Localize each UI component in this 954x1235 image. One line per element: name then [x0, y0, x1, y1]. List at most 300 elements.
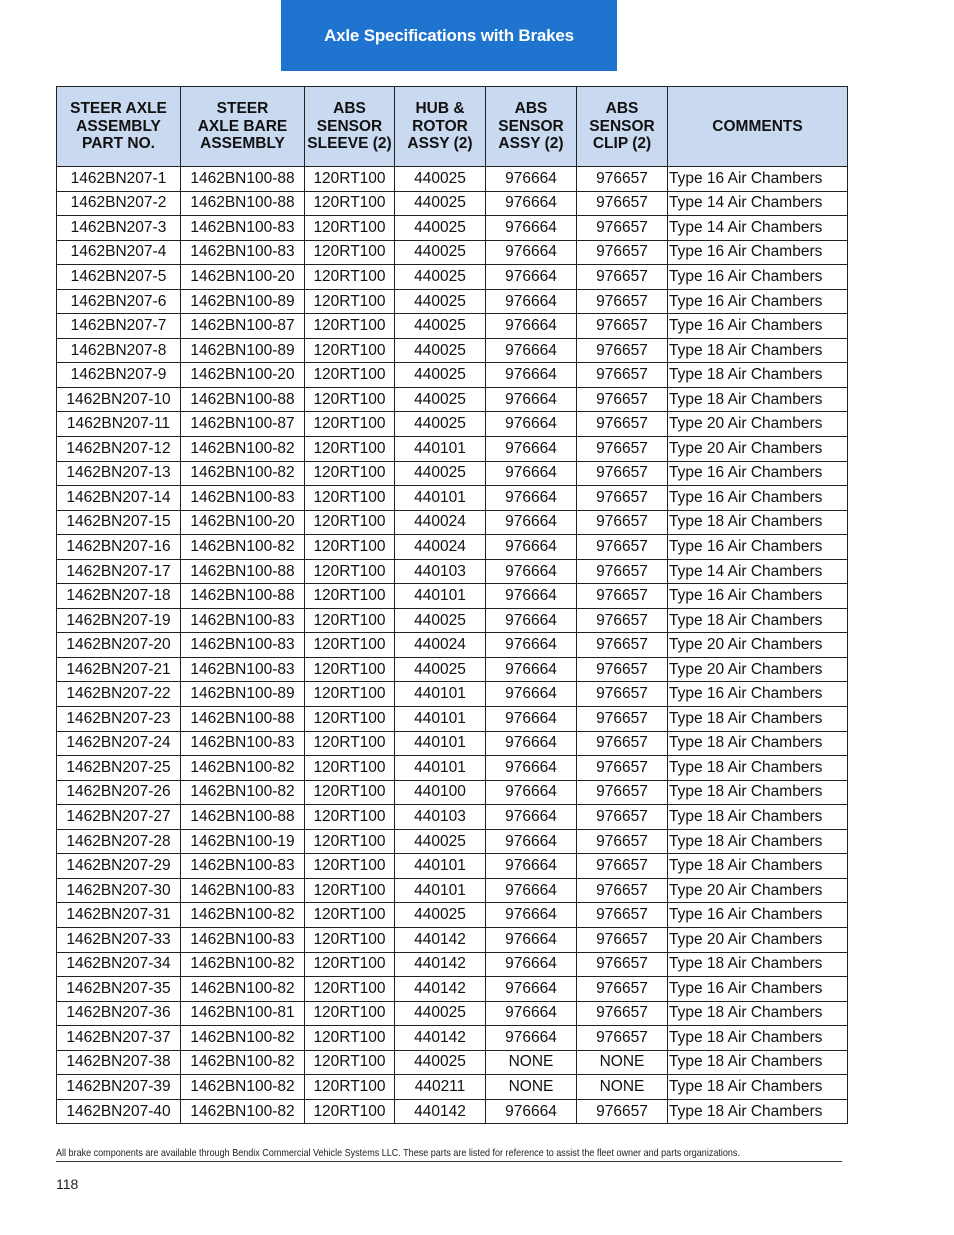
table-cell: 976657: [577, 977, 668, 1002]
table-cell: 1462BN207-21: [57, 657, 181, 682]
column-header-line: CLIP (2): [592, 135, 652, 153]
table-cell: 120RT100: [305, 535, 395, 560]
table-cell: 976664: [486, 977, 577, 1002]
column-header: [668, 87, 848, 167]
table-cell: Type 18 Air Chambers: [668, 731, 848, 756]
table-cell: 976657: [577, 216, 668, 241]
table-cell: 120RT100: [305, 1001, 395, 1026]
table-row: [57, 756, 848, 781]
table-cell: 1462BN207-30: [57, 878, 181, 903]
table-cell: 1462BN100-83: [181, 731, 305, 756]
column-header: [577, 87, 668, 167]
table-cell: 120RT100: [305, 486, 395, 511]
table-cell: 1462BN207-6: [57, 289, 181, 314]
table-cell: 976664: [486, 363, 577, 388]
table-row: [57, 780, 848, 805]
table-cell: 120RT100: [305, 780, 395, 805]
table-cell: 440142: [395, 977, 486, 1002]
table-cell: 1462BN100-82: [181, 1099, 305, 1124]
table-cell: 976657: [577, 780, 668, 805]
table-cell: 440025: [395, 903, 486, 928]
table-cell: 440025: [395, 412, 486, 437]
table-cell: Type 18 Air Chambers: [668, 707, 848, 732]
column-header-line: ABS: [514, 100, 548, 118]
table-cell: Type 18 Air Chambers: [668, 1050, 848, 1075]
table-cell: 1462BN100-82: [181, 977, 305, 1002]
table-cell: 1462BN207-29: [57, 854, 181, 879]
table-cell: 1462BN100-83: [181, 608, 305, 633]
table-cell: Type 16 Air Chambers: [668, 584, 848, 609]
table-cell: 120RT100: [305, 854, 395, 879]
table-cell: 1462BN207-31: [57, 903, 181, 928]
table-cell: 976657: [577, 878, 668, 903]
table-cell: 976657: [577, 437, 668, 462]
table-cell: 1462BN100-20: [181, 363, 305, 388]
table-cell: 120RT100: [305, 1099, 395, 1124]
table-cell: 1462BN100-87: [181, 412, 305, 437]
table-cell: 976664: [486, 1001, 577, 1026]
table-cell: 120RT100: [305, 878, 395, 903]
table-cell: 440025: [395, 289, 486, 314]
table-cell: 976657: [577, 927, 668, 952]
table-cell: 120RT100: [305, 584, 395, 609]
table-cell: 1462BN100-89: [181, 289, 305, 314]
table-cell: 120RT100: [305, 1050, 395, 1075]
table-cell: 1462BN207-23: [57, 707, 181, 732]
table-cell: 120RT100: [305, 289, 395, 314]
table-cell: 440103: [395, 805, 486, 830]
table-row: [57, 216, 848, 241]
table-cell: 440101: [395, 756, 486, 781]
table-cell: 120RT100: [305, 265, 395, 290]
column-header-line: PART NO.: [82, 135, 155, 153]
table-row: [57, 387, 848, 412]
table-cell: 440025: [395, 363, 486, 388]
table-cell: Type 18 Air Chambers: [668, 510, 848, 535]
footnote: All brake components are available through Bendix Commercial Vehicle Systems LLC. These parts are listed for reference to assist the fleet owner and parts organizations.: [56, 1147, 740, 1159]
table-cell: 120RT100: [305, 510, 395, 535]
table-row: [57, 314, 848, 339]
table-row: [57, 1026, 848, 1051]
table-cell: 120RT100: [305, 191, 395, 216]
table-cell: 1462BN100-88: [181, 387, 305, 412]
table-cell: 1462BN100-87: [181, 314, 305, 339]
table-cell: 976657: [577, 510, 668, 535]
column-header-line: ASSEMBLY: [200, 135, 285, 153]
table-cell: 976664: [486, 952, 577, 977]
table-cell: 120RT100: [305, 387, 395, 412]
table-cell: 976664: [486, 535, 577, 560]
table-cell: 440100: [395, 780, 486, 805]
column-header-line: ASSY (2): [498, 135, 564, 153]
table-cell: 120RT100: [305, 927, 395, 952]
table-cell: 976657: [577, 707, 668, 732]
table-cell: 120RT100: [305, 756, 395, 781]
section-title: Axle Specifications with Brakes: [324, 25, 574, 45]
table-cell: 440025: [395, 338, 486, 363]
table-cell: 976664: [486, 314, 577, 339]
table-cell: 1462BN100-83: [181, 878, 305, 903]
table-cell: 440142: [395, 952, 486, 977]
table-cell: 976664: [486, 387, 577, 412]
table-cell: 1462BN100-88: [181, 584, 305, 609]
table-cell: 440025: [395, 191, 486, 216]
table-cell: 976657: [577, 289, 668, 314]
table-cell: 1462BN100-83: [181, 854, 305, 879]
table-cell: 976664: [486, 559, 577, 584]
table-cell: 1462BN207-14: [57, 486, 181, 511]
table-cell: 976664: [486, 731, 577, 756]
table-cell: 120RT100: [305, 977, 395, 1002]
table-cell: 1462BN100-88: [181, 559, 305, 584]
table-cell: 976664: [486, 437, 577, 462]
table-cell: 440025: [395, 608, 486, 633]
table-cell: Type 18 Air Chambers: [668, 756, 848, 781]
table-cell: 120RT100: [305, 1026, 395, 1051]
table-cell: 1462BN207-3: [57, 216, 181, 241]
table-cell: 440025: [395, 240, 486, 265]
table-row: [57, 854, 848, 879]
table-cell: 976657: [577, 682, 668, 707]
table-cell: 1462BN207-33: [57, 927, 181, 952]
table-cell: 440024: [395, 510, 486, 535]
table-cell: 120RT100: [305, 461, 395, 486]
table-cell: 440024: [395, 633, 486, 658]
table-cell: 976664: [486, 829, 577, 854]
table-cell: 1462BN100-88: [181, 707, 305, 732]
table-row: [57, 535, 848, 560]
table-cell: 976664: [486, 756, 577, 781]
table-cell: 976657: [577, 240, 668, 265]
table-cell: Type 18 Air Chambers: [668, 338, 848, 363]
table-cell: Type 18 Air Chambers: [668, 952, 848, 977]
table-row: [57, 363, 848, 388]
column-header-line: ROTOR: [412, 117, 468, 135]
table-cell: 1462BN207-39: [57, 1075, 181, 1100]
table-cell: Type 18 Air Chambers: [668, 387, 848, 412]
table-cell: 976657: [577, 903, 668, 928]
table-cell: NONE: [577, 1050, 668, 1075]
table-cell: Type 16 Air Chambers: [668, 682, 848, 707]
table-cell: Type 18 Air Chambers: [668, 363, 848, 388]
table-cell: 1462BN207-5: [57, 265, 181, 290]
table-cell: 976664: [486, 682, 577, 707]
table-cell: 1462BN100-83: [181, 216, 305, 241]
table-cell: 1462BN100-83: [181, 240, 305, 265]
table-cell: 1462BN100-83: [181, 927, 305, 952]
table-cell: 976664: [486, 707, 577, 732]
column-header-line: HUB &: [415, 100, 465, 118]
table-cell: 120RT100: [305, 682, 395, 707]
table-row: [57, 461, 848, 486]
table-cell: 1462BN100-82: [181, 1050, 305, 1075]
table-cell: 1462BN100-82: [181, 461, 305, 486]
table-cell: 1462BN207-34: [57, 952, 181, 977]
table-cell: 120RT100: [305, 167, 395, 192]
table-cell: Type 18 Air Chambers: [668, 608, 848, 633]
table-row: [57, 240, 848, 265]
table-cell: 976657: [577, 952, 668, 977]
table-cell: 120RT100: [305, 608, 395, 633]
column-header-line: AXLE BARE: [197, 117, 288, 135]
table-cell: 120RT100: [305, 903, 395, 928]
table-row: [57, 559, 848, 584]
table-cell: 440142: [395, 1099, 486, 1124]
table-cell: Type 18 Air Chambers: [668, 780, 848, 805]
axle-spec-table: [56, 86, 848, 1124]
table-cell: Type 20 Air Chambers: [668, 437, 848, 462]
table-cell: 1462BN100-83: [181, 486, 305, 511]
table-cell: 1462BN100-88: [181, 191, 305, 216]
table-cell: 1462BN100-20: [181, 510, 305, 535]
table-cell: 120RT100: [305, 559, 395, 584]
table-row: [57, 977, 848, 1002]
table-cell: 1462BN100-82: [181, 1026, 305, 1051]
table-header: [57, 87, 848, 167]
table-cell: 976664: [486, 854, 577, 879]
table-cell: 440103: [395, 559, 486, 584]
table-row: [57, 633, 848, 658]
table-cell: 976664: [486, 461, 577, 486]
table-cell: 976657: [577, 559, 668, 584]
table-cell: NONE: [577, 1075, 668, 1100]
table-row: [57, 1050, 848, 1075]
table-cell: 976657: [577, 633, 668, 658]
table-row: [57, 1001, 848, 1026]
table-cell: 1462BN207-16: [57, 535, 181, 560]
table-cell: 440142: [395, 927, 486, 952]
table-cell: 1462BN207-25: [57, 756, 181, 781]
table-cell: 976664: [486, 927, 577, 952]
table-cell: 1462BN207-10: [57, 387, 181, 412]
table-cell: 1462BN207-27: [57, 805, 181, 830]
table-row: [57, 338, 848, 363]
table-cell: 1462BN207-1: [57, 167, 181, 192]
table-row: [57, 657, 848, 682]
table-cell: 440025: [395, 461, 486, 486]
table-cell: 1462BN100-82: [181, 780, 305, 805]
table-cell: 976664: [486, 486, 577, 511]
table-cell: 1462BN207-7: [57, 314, 181, 339]
table-cell: 440025: [395, 829, 486, 854]
table-row: [57, 1075, 848, 1100]
table-cell: 976664: [486, 780, 577, 805]
table-cell: 1462BN100-88: [181, 805, 305, 830]
table-cell: 1462BN207-2: [57, 191, 181, 216]
table-cell: 1462BN207-22: [57, 682, 181, 707]
table-cell: Type 16 Air Chambers: [668, 167, 848, 192]
column-header-line: STEER: [216, 100, 269, 118]
table-cell: 1462BN207-35: [57, 977, 181, 1002]
table-cell: 440101: [395, 437, 486, 462]
table-cell: 1462BN207-36: [57, 1001, 181, 1026]
table-row: [57, 608, 848, 633]
table-cell: 1462BN100-83: [181, 657, 305, 682]
table-cell: 440025: [395, 1001, 486, 1026]
column-header: [395, 87, 486, 167]
table-cell: 1462BN100-83: [181, 633, 305, 658]
table-cell: 120RT100: [305, 707, 395, 732]
table-cell: Type 18 Air Chambers: [668, 805, 848, 830]
table-cell: Type 16 Air Chambers: [668, 265, 848, 290]
table-cell: 976664: [486, 633, 577, 658]
column-header-line: ASSY (2): [407, 135, 473, 153]
table-cell: 976664: [486, 608, 577, 633]
table-row: [57, 584, 848, 609]
table-cell: 976657: [577, 756, 668, 781]
table-cell: Type 20 Air Chambers: [668, 633, 848, 658]
table-cell: 1462BN100-81: [181, 1001, 305, 1026]
table-cell: 440025: [395, 387, 486, 412]
table-cell: 120RT100: [305, 363, 395, 388]
table-cell: 976657: [577, 854, 668, 879]
table-cell: 1462BN100-82: [181, 1075, 305, 1100]
table-cell: 976664: [486, 412, 577, 437]
table-row: [57, 265, 848, 290]
column-header-line: ABS: [333, 100, 366, 118]
table-cell: 976657: [577, 608, 668, 633]
table-cell: 1462BN207-11: [57, 412, 181, 437]
table-cell: 1462BN207-8: [57, 338, 181, 363]
table-row: [57, 1099, 848, 1124]
column-header: [486, 87, 577, 167]
table-cell: 120RT100: [305, 240, 395, 265]
table-cell: 1462BN100-82: [181, 756, 305, 781]
table-cell: 120RT100: [305, 633, 395, 658]
table-cell: 120RT100: [305, 437, 395, 462]
table-row: [57, 510, 848, 535]
column-header-line: SENSOR: [589, 117, 655, 135]
table-cell: 976657: [577, 363, 668, 388]
table-cell: 1462BN100-82: [181, 535, 305, 560]
table-cell: 1462BN207-13: [57, 461, 181, 486]
table-cell: Type 16 Air Chambers: [668, 240, 848, 265]
table-cell: 976664: [486, 903, 577, 928]
table-cell: Type 16 Air Chambers: [668, 535, 848, 560]
table-cell: 440101: [395, 854, 486, 879]
table-cell: 976657: [577, 584, 668, 609]
table-cell: 440142: [395, 1026, 486, 1051]
column-header: [305, 87, 395, 167]
table-cell: 440025: [395, 216, 486, 241]
table-cell: 976664: [486, 289, 577, 314]
table-cell: 1462BN207-26: [57, 780, 181, 805]
table-cell: 440101: [395, 878, 486, 903]
table-cell: Type 16 Air Chambers: [668, 486, 848, 511]
column-header: [57, 87, 181, 167]
table-cell: 976664: [486, 240, 577, 265]
table-cell: 120RT100: [305, 1075, 395, 1100]
table-cell: 976657: [577, 805, 668, 830]
table-cell: 976664: [486, 265, 577, 290]
table-cell: 1462BN207-4: [57, 240, 181, 265]
table-cell: Type 18 Air Chambers: [668, 1075, 848, 1100]
table-cell: 976657: [577, 461, 668, 486]
table-cell: 976657: [577, 314, 668, 339]
table-cell: 976664: [486, 805, 577, 830]
column-header-line: ASSEMBLY: [76, 117, 161, 135]
table-cell: 440101: [395, 707, 486, 732]
table-cell: 1462BN207-18: [57, 584, 181, 609]
table-row: [57, 903, 848, 928]
table-cell: 1462BN100-20: [181, 265, 305, 290]
table-row: [57, 412, 848, 437]
table-cell: 976657: [577, 191, 668, 216]
table-cell: 120RT100: [305, 338, 395, 363]
page-number: 118: [56, 1176, 79, 1192]
table-cell: 976664: [486, 584, 577, 609]
table-cell: Type 16 Air Chambers: [668, 977, 848, 1002]
table-cell: 976657: [577, 167, 668, 192]
table-cell: 976664: [486, 510, 577, 535]
table-cell: 120RT100: [305, 805, 395, 830]
table-cell: 1462BN100-89: [181, 338, 305, 363]
table-cell: 120RT100: [305, 952, 395, 977]
table-cell: 976664: [486, 191, 577, 216]
table-cell: Type 20 Air Chambers: [668, 927, 848, 952]
table-cell: 976657: [577, 387, 668, 412]
table-cell: 976657: [577, 412, 668, 437]
table-cell: 976657: [577, 829, 668, 854]
table-cell: 1462BN207-20: [57, 633, 181, 658]
table-cell: 1462BN100-19: [181, 829, 305, 854]
table-cell: 440101: [395, 584, 486, 609]
table-cell: 440101: [395, 486, 486, 511]
table-cell: 976664: [486, 338, 577, 363]
table-cell: 976664: [486, 167, 577, 192]
table-cell: 1462BN207-40: [57, 1099, 181, 1124]
table-cell: 440025: [395, 1050, 486, 1075]
table-cell: 976664: [486, 216, 577, 241]
table-row: [57, 805, 848, 830]
table-cell: 1462BN207-12: [57, 437, 181, 462]
table-cell: Type 14 Air Chambers: [668, 216, 848, 241]
table-cell: 1462BN207-28: [57, 829, 181, 854]
table-cell: 976657: [577, 265, 668, 290]
table-cell: 120RT100: [305, 412, 395, 437]
table-cell: Type 18 Air Chambers: [668, 1001, 848, 1026]
column-header-line: SENSOR: [498, 117, 564, 135]
table-cell: Type 20 Air Chambers: [668, 412, 848, 437]
table-cell: Type 16 Air Chambers: [668, 289, 848, 314]
table-cell: Type 18 Air Chambers: [668, 1026, 848, 1051]
table-row: [57, 878, 848, 903]
table-cell: 1462BN100-82: [181, 952, 305, 977]
table-cell: 1462BN100-89: [181, 682, 305, 707]
table-body: [57, 167, 848, 1124]
table-cell: 976657: [577, 731, 668, 756]
table-cell: 120RT100: [305, 829, 395, 854]
table-row: [57, 707, 848, 732]
table-cell: 120RT100: [305, 657, 395, 682]
table-cell: 1462BN207-15: [57, 510, 181, 535]
table-cell: Type 18 Air Chambers: [668, 1099, 848, 1124]
table-cell: 1462BN207-17: [57, 559, 181, 584]
column-header: [181, 87, 305, 167]
table-cell: 440025: [395, 314, 486, 339]
column-header-line: COMMENTS: [712, 117, 803, 135]
table-cell: 976657: [577, 535, 668, 560]
column-header-line: ABS: [605, 100, 639, 118]
table-cell: Type 14 Air Chambers: [668, 559, 848, 584]
table-cell: 1462BN100-82: [181, 903, 305, 928]
table-row: [57, 682, 848, 707]
table-cell: Type 18 Air Chambers: [668, 854, 848, 879]
table-cell: 976664: [486, 878, 577, 903]
table-cell: 1462BN207-9: [57, 363, 181, 388]
table-cell: 976664: [486, 657, 577, 682]
footer-divider: [56, 1161, 842, 1162]
